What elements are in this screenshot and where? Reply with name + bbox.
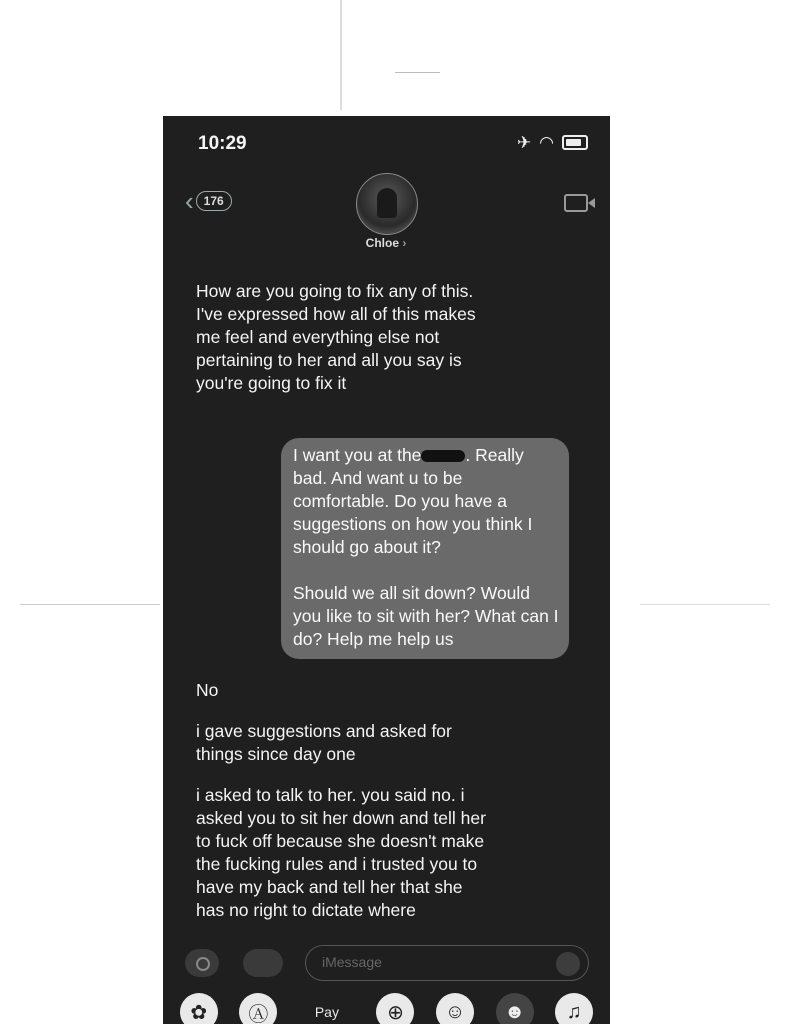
contact-name[interactable] [353, 236, 419, 250]
wifi-icon: ◠ [539, 133, 554, 152]
status-icons [517, 134, 588, 151]
message-input[interactable] [305, 945, 589, 981]
status-time: 10:29 [198, 133, 247, 154]
outgoing-message-paragraph [293, 444, 559, 559]
airplane-icon: ✈ [516, 133, 532, 152]
app-store-icon[interactable] [243, 949, 283, 977]
composer-bar [163, 941, 610, 987]
chevron-right-icon: › [402, 236, 407, 250]
animoji-icon[interactable]: ☻ [496, 993, 534, 1024]
apple-pay-button[interactable] [299, 993, 355, 1024]
unread-count-badge: 176 [196, 191, 232, 211]
music-icon[interactable]: ♫ [555, 993, 593, 1024]
redaction-mark [421, 450, 465, 462]
video-call-icon[interactable] [564, 194, 588, 212]
audio-message-icon[interactable] [556, 952, 580, 976]
apple-pay-label: Pay [314, 1004, 339, 1020]
outgoing-message-paragraph: Should we all sit down? Would you like to sit with her? What can I do? Help me help us [293, 583, 559, 649]
incoming-message: How are you going to fix any of this. I've expressed how all of this makes me feel and everything else not pertaining to her and all you say is you're going to fix it [196, 281, 476, 393]
camera-icon[interactable] [185, 949, 219, 977]
back-button[interactable] [185, 188, 232, 214]
photos-icon[interactable]: ✿ [180, 993, 218, 1024]
app-store-icon[interactable]: Ⓐ [239, 993, 277, 1024]
outgoing-message [281, 438, 569, 659]
battery-icon [562, 135, 588, 150]
contact-avatar[interactable] [356, 173, 418, 235]
outgoing-text: I want you at the [293, 445, 422, 465]
memoji-icon[interactable]: ☺ [436, 993, 474, 1024]
message-input-placeholder: iMessage [322, 954, 382, 970]
contact-name-label: Chloe [365, 236, 399, 250]
app-drawer [163, 992, 610, 1024]
incoming-message: i asked to talk to her. you said no. i asked you to sit her down and tell her to fuck off because she doesn't make the fucking rules and i trusted you to have my back and tell her that she has no right to dictate where [196, 785, 486, 920]
messages-screen [163, 116, 610, 1024]
outgoing-text: . Really bad. And want u to be comfortable. Do you have a suggestions on how you think I should go about it? [293, 445, 533, 557]
incoming-message: No [196, 680, 219, 700]
incoming-message: i gave suggestions and asked for things since day one [196, 721, 452, 764]
chevron-left-icon: ‹ [185, 186, 194, 216]
web-search-icon[interactable]: ⊕ [376, 993, 414, 1024]
